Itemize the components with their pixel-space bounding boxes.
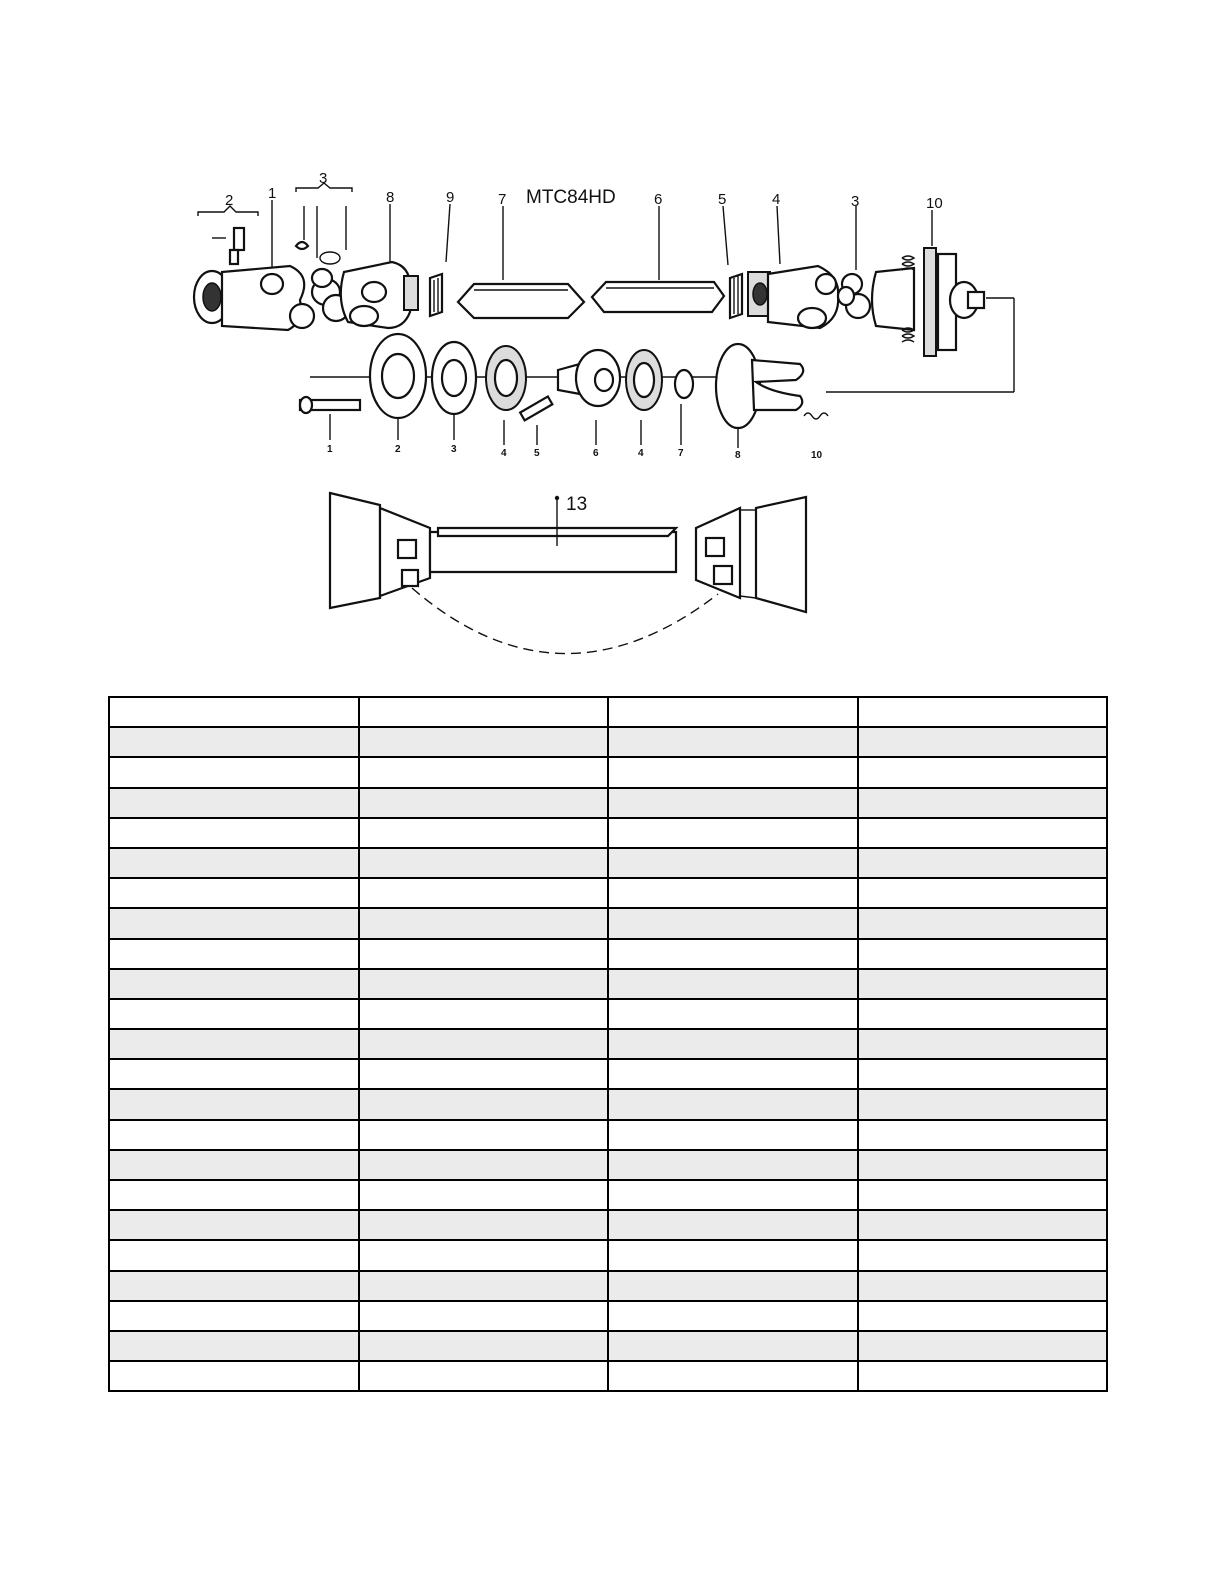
table-cell — [858, 939, 1107, 969]
table-cell — [359, 1331, 608, 1361]
table-cell — [608, 1120, 858, 1150]
table-cell — [608, 969, 858, 999]
table-cell — [608, 727, 858, 757]
callout-5: 5 — [718, 191, 727, 208]
table-row — [109, 1120, 1107, 1150]
callout-6: 6 — [654, 191, 663, 208]
table-row — [109, 939, 1107, 969]
callout-10: 10 — [926, 195, 943, 212]
driveline-guard — [330, 493, 806, 654]
table-cell — [608, 1029, 858, 1059]
table-row — [109, 1210, 1107, 1240]
table-cell — [858, 1029, 1107, 1059]
table-cell — [109, 1301, 359, 1331]
lower-callout-8: 8 — [735, 450, 741, 461]
table-cell — [359, 1240, 608, 1270]
guard-callout-13: 13 — [566, 494, 588, 515]
table-cell — [858, 1059, 1107, 1089]
table-cell — [359, 939, 608, 969]
table-cell — [858, 818, 1107, 848]
table-cell — [858, 697, 1107, 727]
table-cell — [359, 908, 608, 938]
table-cell — [608, 1301, 858, 1331]
table-cell — [109, 727, 359, 757]
table-cell — [359, 878, 608, 908]
table-row — [109, 788, 1107, 818]
table-cell — [109, 908, 359, 938]
table-cell — [109, 1240, 359, 1270]
table-cell — [109, 1029, 359, 1059]
table-cell — [608, 1210, 858, 1240]
table-cell — [109, 697, 359, 727]
table-cell — [109, 1059, 359, 1089]
table-cell — [359, 1059, 608, 1089]
table-cell — [858, 878, 1107, 908]
table-row — [109, 969, 1107, 999]
callout-1: 1 — [268, 185, 277, 202]
table-cell — [109, 1150, 359, 1180]
table-cell — [109, 1210, 359, 1240]
table-cell — [359, 1150, 608, 1180]
table-row — [109, 1029, 1107, 1059]
table-cell — [359, 788, 608, 818]
table-cell — [109, 1271, 359, 1301]
callout-4: 4 — [772, 191, 781, 208]
callout-7: 7 — [498, 191, 507, 208]
table-cell — [359, 1271, 608, 1301]
table-cell — [359, 969, 608, 999]
table-cell — [109, 939, 359, 969]
table-cell — [109, 757, 359, 787]
table-cell — [109, 818, 359, 848]
table-cell — [359, 1120, 608, 1150]
table-row — [109, 1150, 1107, 1180]
table-row — [109, 999, 1107, 1029]
table-row — [109, 1180, 1107, 1210]
table-cell — [359, 1029, 608, 1059]
lower-callout-1: 1 — [327, 444, 333, 455]
table-row — [109, 848, 1107, 878]
table-cell — [608, 939, 858, 969]
table-cell — [359, 1361, 608, 1391]
table-cell — [359, 999, 608, 1029]
table-cell — [858, 999, 1107, 1029]
table-cell — [109, 1120, 359, 1150]
table-cell — [608, 1240, 858, 1270]
table-cell — [109, 878, 359, 908]
table-cell — [858, 1120, 1107, 1150]
table-cell — [359, 727, 608, 757]
table-row — [109, 1089, 1107, 1119]
table-cell — [858, 1150, 1107, 1180]
parts-table — [108, 696, 1108, 1392]
lower-callout-10: 10 — [811, 450, 823, 461]
table-cell — [858, 848, 1107, 878]
table-cell — [608, 1089, 858, 1119]
table-cell — [858, 1240, 1107, 1270]
table-cell — [858, 727, 1107, 757]
table-cell — [109, 1331, 359, 1361]
table-cell — [109, 969, 359, 999]
table-cell — [359, 1180, 608, 1210]
table-row — [109, 878, 1107, 908]
table-cell — [608, 908, 858, 938]
table-row — [109, 1301, 1107, 1331]
table-cell — [858, 1361, 1107, 1391]
table-row — [109, 908, 1107, 938]
lower-exploded-view — [300, 334, 828, 448]
table-cell — [109, 1089, 359, 1119]
table-row — [109, 1059, 1107, 1089]
table-cell — [858, 757, 1107, 787]
table-cell — [858, 969, 1107, 999]
table-cell — [608, 1331, 858, 1361]
table-cell — [608, 999, 858, 1029]
table-cell — [858, 908, 1107, 938]
table-row — [109, 697, 1107, 727]
table-cell — [858, 1331, 1107, 1361]
table-cell — [359, 848, 608, 878]
lower-callout-6: 6 — [593, 448, 599, 459]
table-cell — [608, 1059, 858, 1089]
table-cell — [858, 1089, 1107, 1119]
table-row — [109, 1271, 1107, 1301]
table-cell — [608, 818, 858, 848]
table-cell — [608, 1361, 858, 1391]
lower-callout-2: 2 — [395, 444, 401, 455]
table-cell — [608, 878, 858, 908]
table-cell — [858, 1301, 1107, 1331]
table-row — [109, 1331, 1107, 1361]
exploded-driveline-diagram — [0, 0, 1224, 690]
callout-8: 8 — [386, 189, 395, 206]
table-cell — [858, 1271, 1107, 1301]
table-cell — [858, 788, 1107, 818]
lower-callout-3: 3 — [451, 444, 457, 455]
table-cell — [858, 1210, 1107, 1240]
table-cell — [608, 697, 858, 727]
table-cell — [359, 1089, 608, 1119]
table-cell — [109, 999, 359, 1029]
table-cell — [359, 818, 608, 848]
callout-3-right: 3 — [851, 193, 860, 210]
table-cell — [608, 1180, 858, 1210]
table-row — [109, 727, 1107, 757]
table-cell — [608, 757, 858, 787]
table-cell — [359, 1210, 608, 1240]
table-cell — [608, 788, 858, 818]
table-cell — [858, 1180, 1107, 1210]
callout-9: 9 — [446, 189, 455, 206]
table-cell — [608, 1150, 858, 1180]
callout-3-left: 3 — [319, 170, 328, 187]
table-cell — [359, 757, 608, 787]
table-cell — [608, 848, 858, 878]
lower-callout-4b: 4 — [638, 448, 644, 459]
lower-callout-5: 5 — [534, 448, 540, 459]
table-cell — [109, 788, 359, 818]
model-label: MTC84HD — [526, 187, 616, 208]
table-row — [109, 757, 1107, 787]
table-cell — [109, 1180, 359, 1210]
table-row — [109, 818, 1107, 848]
table-cell — [608, 1271, 858, 1301]
callout-2: 2 — [225, 192, 234, 209]
table-cell — [359, 697, 608, 727]
table-cell — [109, 848, 359, 878]
parts-table-body — [109, 697, 1107, 1391]
table-cell — [109, 1361, 359, 1391]
lower-callout-4a: 4 — [501, 448, 507, 459]
table-cell — [359, 1301, 608, 1331]
table-row — [109, 1361, 1107, 1391]
table-row — [109, 1240, 1107, 1270]
lower-callout-7: 7 — [678, 448, 684, 459]
